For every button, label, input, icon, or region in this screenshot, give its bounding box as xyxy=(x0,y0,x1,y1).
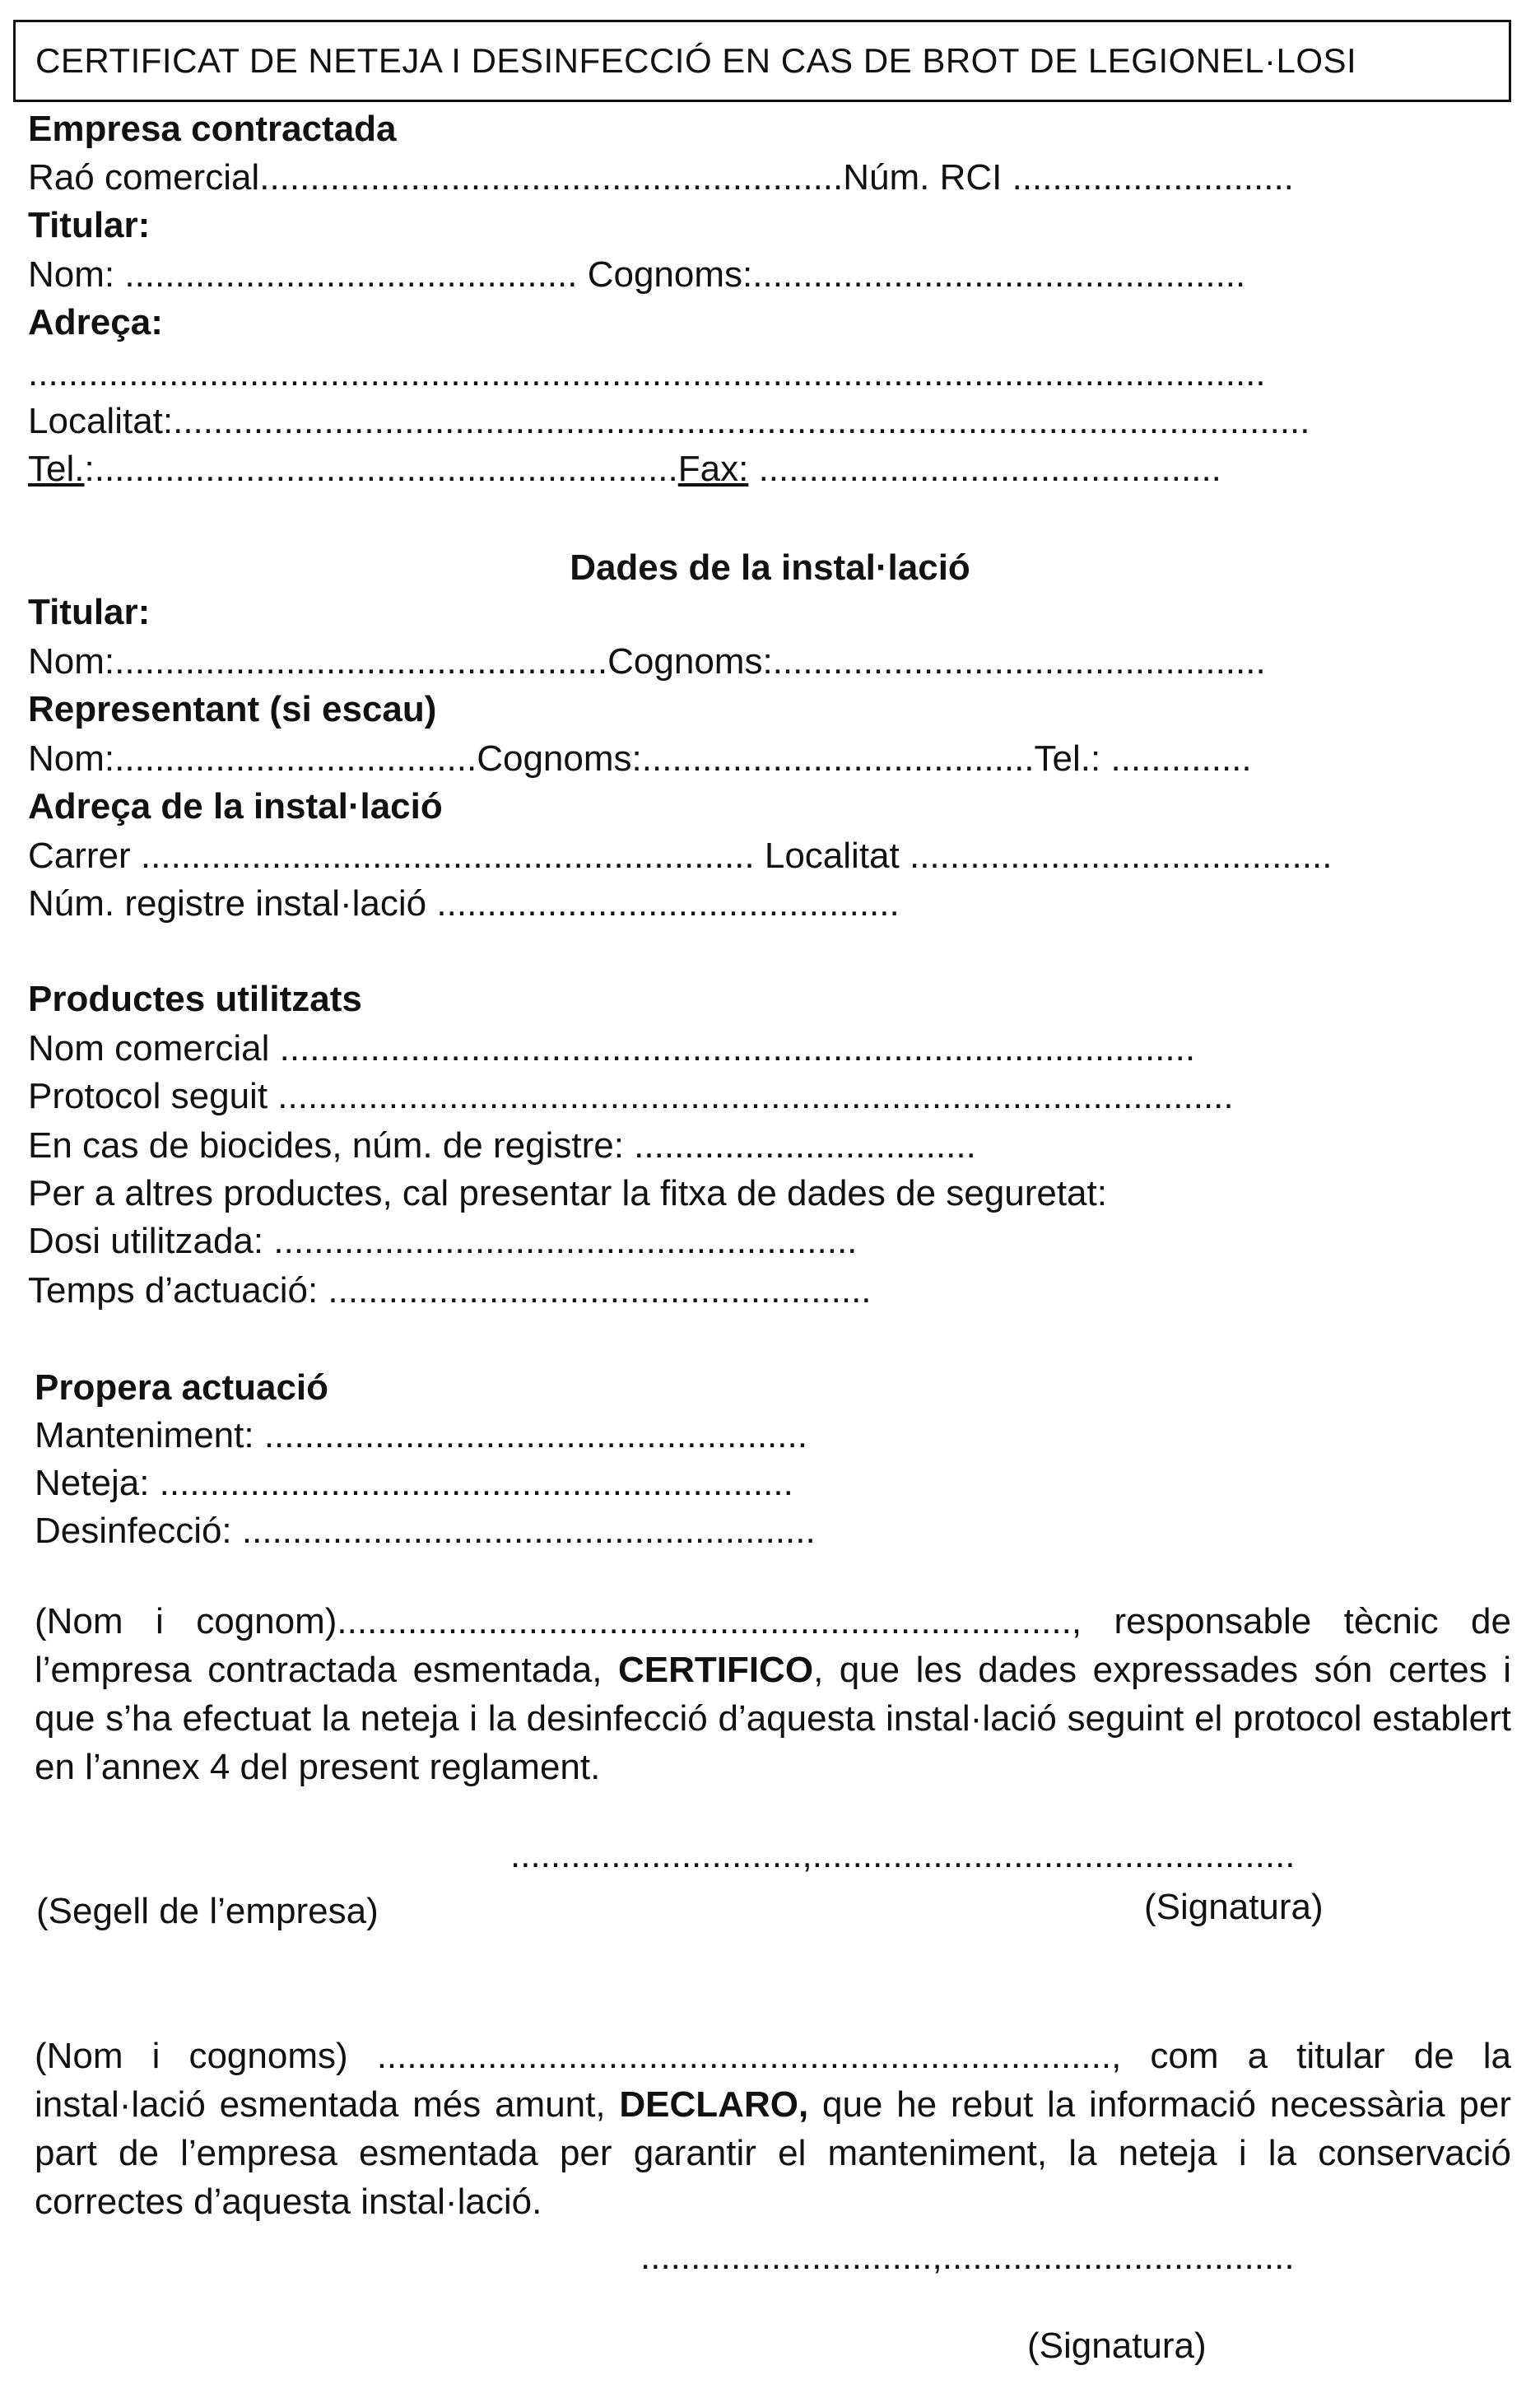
empresa-nom-row xyxy=(28,254,1246,295)
empresa-localitat-row xyxy=(28,403,1310,440)
nom-comercial-field[interactable]: ........................................................................................... xyxy=(279,1028,1196,1069)
protocol-label: Protocol seguit xyxy=(28,1076,268,1116)
temps-field[interactable]: ...................................................... xyxy=(328,1270,872,1311)
declaracio-signature-field[interactable]: .............................,................................... xyxy=(640,2237,1295,2277)
representant-cognoms-field[interactable]: ....................................... xyxy=(641,738,1035,779)
certificat-keyword: CERTIFICO xyxy=(617,1650,814,1690)
empresa-tel-label: Tel. xyxy=(28,449,85,489)
num-rci-field[interactable]: ............................ xyxy=(1012,157,1294,198)
declaracio-paragraph xyxy=(35,2032,1511,2226)
carrer-field[interactable]: ............................................................. xyxy=(140,836,755,876)
neteja-field[interactable]: ............................................................... xyxy=(159,1463,793,1503)
certificat-signature-field[interactable]: .............................,................................................ xyxy=(510,1835,1296,1875)
empresa-tel-field[interactable]: .......................................................... xyxy=(94,449,678,489)
num-rci-label: Núm. RCI xyxy=(843,157,1003,198)
empresa-tel-colon: : xyxy=(84,449,95,489)
segell-label: (Segell de l’empresa) xyxy=(36,1891,379,1931)
empresa-titular-heading: Titular: xyxy=(28,205,151,245)
altres-productes-text: Per a altres productes, cal presentar la fitxa de dades de seguretat: xyxy=(28,1173,1107,1213)
dosi-row xyxy=(28,1223,857,1260)
localitat-field[interactable]: .......................................... xyxy=(909,836,1333,876)
installacio-cognoms-label: Cognoms: xyxy=(607,641,773,682)
installacio-nom-row xyxy=(28,641,1266,682)
empresa-fax-label: Fax: xyxy=(677,449,749,489)
empresa-fax-field[interactable]: .............................................. xyxy=(758,449,1221,489)
desinfeccio-field[interactable]: ......................................................... xyxy=(241,1511,816,1551)
representant-cognoms-label: Cognoms: xyxy=(477,738,642,779)
propera-heading: Propera actuació xyxy=(35,1367,329,1408)
protocol-field[interactable]: ............................................................................................... xyxy=(277,1076,1234,1116)
declaracio-nom-label: (Nom i cognoms) xyxy=(35,2036,348,2076)
empresa-localitat-label: Localitat: xyxy=(28,401,174,441)
installacio-heading: Dades de la instal·lació xyxy=(570,547,970,588)
dosi-label: Dosi utilitzada: xyxy=(28,1221,264,1261)
installacio-titular-heading: Titular: xyxy=(28,592,151,632)
biocides-row xyxy=(28,1125,976,1166)
empresa-nom-field[interactable]: ............................................. xyxy=(124,254,578,295)
temps-label: Temps d’actuació: xyxy=(28,1270,319,1311)
registre-label: Núm. registre instal·lació xyxy=(28,883,427,924)
carrer-row xyxy=(28,838,1332,874)
representant-tel-field[interactable]: .............. xyxy=(1110,738,1252,779)
registre-row xyxy=(28,883,900,924)
declaracio-text-a: , com a titular de la instal·lació esmentada més amunt, xyxy=(35,2036,1511,2125)
declaracio-keyword: DECLARO, xyxy=(619,2084,809,2125)
rao-comercial-label: Raó comercial xyxy=(28,157,260,198)
biocides-label: En cas de biocides, núm. de registre: xyxy=(28,1125,624,1166)
certificat-paragraph xyxy=(35,1597,1511,1791)
certificat-nom-field[interactable]: ......................................................................... xyxy=(337,1601,1072,1641)
installacio-nom-field[interactable]: ................................................. xyxy=(114,641,608,682)
registre-field[interactable]: .............................................. xyxy=(436,883,900,924)
manteniment-label: Manteniment: xyxy=(35,1415,254,1455)
representant-row xyxy=(28,738,1252,779)
declaracio-signatura-label: (Signatura) xyxy=(1027,2326,1207,2366)
neteja-label: Neteja: xyxy=(35,1463,150,1503)
empresa-cognoms-field[interactable]: ................................................. xyxy=(752,254,1246,295)
manteniment-field[interactable]: ...................................................... xyxy=(263,1415,807,1455)
certificat-signatura-label: (Signatura) xyxy=(1144,1887,1324,1927)
form-title-text: CERTIFICAT DE NETEJA I DESINFECCIÓ EN CAS DE BROT DE LEGIONEL·LOSI xyxy=(35,41,1357,80)
empresa-tel-row xyxy=(28,451,1221,487)
declaracio-nom-field[interactable]: ......................................................................... xyxy=(376,2036,1112,2076)
empresa-adreca-heading: Adreça: xyxy=(28,302,163,342)
rao-comercial-field[interactable]: .......................................................... xyxy=(259,157,844,198)
installacio-adreca-heading: Adreça de la instal·lació xyxy=(28,786,443,826)
carrer-label: Carrer xyxy=(28,836,131,876)
dosi-field[interactable]: .......................................................... xyxy=(273,1221,858,1261)
nom-comercial-label: Nom comercial xyxy=(28,1028,270,1069)
certificat-nom-label: (Nom i cognom) xyxy=(35,1601,337,1641)
empresa-adreca-field[interactable]: ........................................................................................................................... xyxy=(28,353,1266,393)
installacio-cognoms-field[interactable]: ................................................. xyxy=(772,641,1266,682)
productes-heading: Productes utilitzats xyxy=(28,979,362,1019)
empresa-heading: Empresa contractada xyxy=(28,109,397,149)
localitat-label: Localitat xyxy=(764,836,900,876)
nom-comercial-row xyxy=(28,1028,1196,1069)
temps-row xyxy=(28,1270,872,1311)
neteja-row xyxy=(35,1465,793,1502)
desinfeccio-label: Desinfecció: xyxy=(35,1511,232,1551)
rao-comercial-row xyxy=(28,157,1294,198)
representant-nom-label: Nom: xyxy=(28,738,115,779)
representant-tel-label: Tel.: xyxy=(1034,738,1101,779)
empresa-nom-label: Nom: xyxy=(28,254,115,295)
representant-heading: Representant (si escau) xyxy=(28,689,437,729)
desinfeccio-row xyxy=(35,1513,816,1549)
certificat-text-a: , responsable tècnic de l’empresa contractada esmentada, xyxy=(35,1601,1511,1690)
declaracio-text-b: que he rebut la informació necessària per part de l’empresa esmentada per garantir el manteniment, la neteja i la conservació correctes d’aquesta instal·lació. xyxy=(35,2084,1511,2222)
empresa-cognoms-label: Cognoms: xyxy=(587,254,753,295)
installacio-nom-label: Nom: xyxy=(28,641,115,682)
form-title xyxy=(13,20,1511,102)
certificat-text-b: , que les dades expressades són certes i que s’ha efectuat la neteja i la desinfecció d’aquesta instal·lació seguint el protocol establert en l’annex 4 del present reglament. xyxy=(35,1650,1511,1787)
manteniment-row xyxy=(35,1415,807,1455)
empresa-localitat-field[interactable]: ................................................................................................................. xyxy=(173,401,1310,441)
biocides-field[interactable]: .................................. xyxy=(634,1125,976,1166)
representant-nom-field[interactable]: .................................... xyxy=(114,738,477,779)
protocol-row xyxy=(28,1078,1234,1115)
